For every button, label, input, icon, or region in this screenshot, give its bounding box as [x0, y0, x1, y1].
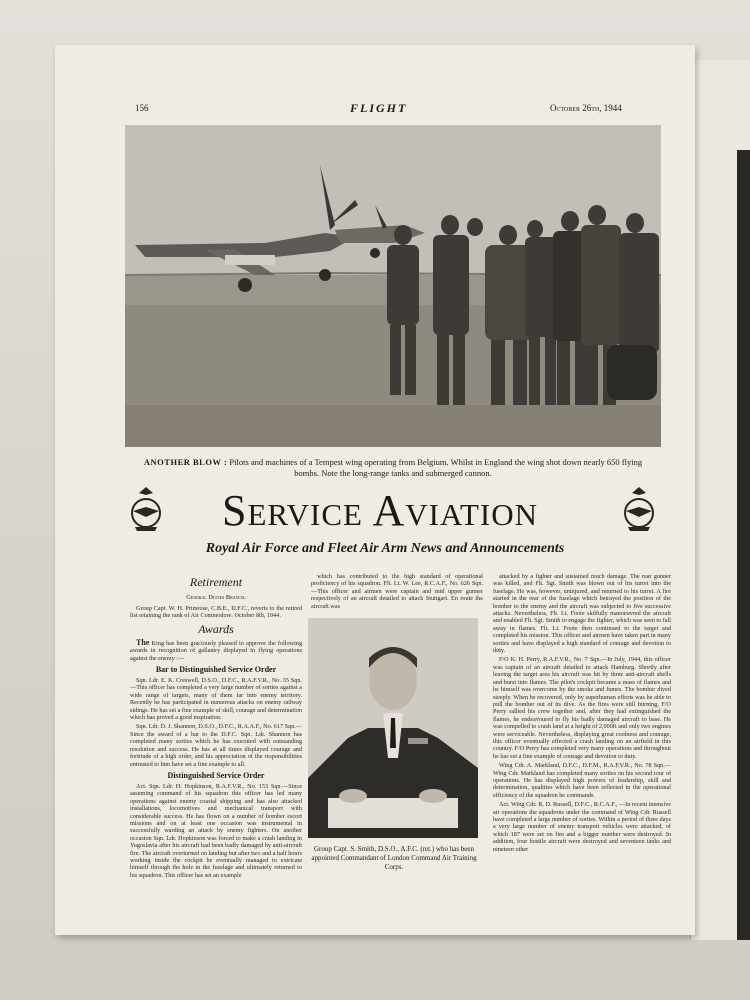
column-3-paragraph: Wing Cdr. A. Markland, D.F.C., D.F.M., R.A.F.V.R., No. 78 Sqn.—Wing Cdr. Markland has completed many sorties on his second tour of operations. He has displayed high powers of leadership, skill and determination, qualities which have been reflected in the operational efficiency of the squadron he commands. [493, 762, 671, 799]
column-1 [130, 573, 302, 913]
awards-heading: Awards [198, 621, 234, 636]
retirement-heading: Retirement [189, 575, 243, 589]
column-3-paragraph: F/O K. H. Perry, R.A.F.V.R., No. 7 Sqn.—In July, 1944, this officer was captain of an aircraft detailed to attack Hamburg. Shortly after leaving the target area his aircraft was hit by three anti-aircraft shells and burst into flames. The pilot's cockpit became a mass of flames and he himself was overcome by the smoke and fumes. The bomber dived steeply. When he recovered, only by superhuman efforts was he able to pull the bomber out of its dive. As the fires were still burning, F/O Perry rallied his crew together and, after they had extinguished the flames, he endeavoured to fly his badly damaged aircraft to base. He was compelled to crash land at a height of 2,000ft and only two engines were serviceable. Nevertheless, displaying great coolness and courage, this officer eventually effected a crash landing on an airfield in this country. F/O Perry has completed very many operations and throughout he has set a fine example of courage and devotion to duty. [493, 656, 671, 760]
retirement-branch: General Duties Branch. [186, 594, 246, 601]
dso-heading: Distinguished Service Order [167, 770, 265, 780]
page-number: 156 [135, 103, 149, 113]
photo-illustration [125, 125, 661, 447]
retirement-text: Group Capt. W. H. Primrose, C.B.E., D.F.C., reverts to the retired list retaining the rank of Air Commodore. October 8th, 1944. [130, 605, 302, 620]
raf-crest-icon [127, 485, 165, 533]
page-subtitle: Royal Air Force and Fleet Air Arm News and Announcements [205, 541, 565, 556]
photo-caption-lead: ANOTHER BLOW : [143, 457, 228, 467]
column-3 [493, 573, 671, 918]
column-3-paragraph: attacked by a fighter and sustained much damage. The rear gunner was killed, and Flt. Sgt. Smith was blown out of his turret into the fuselage. He was, however, uninjured, and returned to his turret. A fire started in the rear of the fuselage which betrayed the position of the bomber to the enemy and the aircraft was subjected to five successive attacks. Nevertheless, Flt. Lt. Foote skilfully manoeuvred the aircraft and enabled Flt. Sgt. Smith to engage the fighter, which was seen to fall away in flames. Flt. Lt. Foote then continued to the target and completed his mission. This officer and airmen have taken part in many sorties and have displayed a high standard of courage and devotion to duty. [493, 573, 671, 655]
awards-intro: King has been graciously pleased to approve the following awards in recognition of gallantry displayed in flying operations against the enemy :— [130, 639, 302, 662]
bar-dso-entry: Sqn. Ldr. D. J. Shannon, D.S.O., D.F.C., R.A.A.F., No. 617 Sqn.—Since the award of a bar to the D.F.C. Sqn. Ldr. Shannon has completed many sorties which he has executed with outstanding resolution and success. He has at all times displayed courage and fortitude of a high order, and his appreciation of the responsibilities entrusted to him have set a fine example to all. [130, 723, 302, 768]
portrait-caption: Group Capt. S. Smith, D.S.O., A.F.C. (ret.) who has been appointed Commandant of London Command Air Training Corps. [311, 845, 477, 871]
column-2-top [311, 573, 483, 613]
running-head [55, 101, 695, 117]
portrait-photo [308, 618, 478, 838]
bar-dso-heading: Bar to Distinguished Service Order [155, 665, 277, 675]
page-title: Service Aviation [222, 486, 538, 535]
magazine-title: FLIGHT [350, 101, 408, 115]
awards-intro-cap: The [136, 637, 150, 647]
magazine-page [55, 45, 695, 935]
issue-date: October 26th, 1944 [550, 103, 622, 113]
dso-entry: Act. Sqn. Ldr. H. Hopkinson, R.A.F.V.R., No. 153 Sqn.—Since assuming command of his squadron this officer has led many operations against enemy coastal shipping and has also attacked installations, locomotives and mechanical transport with considerable success. He has flown on a number of bomber escort missions and on at least one occasion was instrumental in successfully warding an attack by enemy fighters. On another occasion Sqn. Ldr. Hopkinson was forced to make a crash landing in Yugoslavia after his aircraft had been badly damaged by anti-aircraft fire. The aircraft overturned on landing but after two and a half hours working inside the cockpit he eventually managed to extricate himself through the hole in the fuselage and ultimately returned to his squadron. This officer has set an example [130, 782, 302, 879]
photo-caption-text: Pilots and machines of a Tempest wing operating from Belgium. Whilst in England the wing shot down nearly 650 flying bombs. Note the long-range tanks and submerged cannon. [229, 457, 643, 478]
photo-caption [133, 457, 653, 479]
adjacent-page-image-strip [737, 150, 750, 940]
column-3-paragraph: Act. Wing Cdr. R. D. Russell, D.F.C., R.C.A.F., —In recent intensive air operations the squadrons under the command of Wing Cdr. Russell have completed a large number of sorties. Within a period of three days a very large number of enemy transport vehicles were attacked, of which 187 were set on fire and a bigger number were destroyed. In addition, four hostile aircraft were destroyed and seventeen tanks and nineteen other [493, 801, 671, 853]
raf-crest-icon [620, 485, 658, 533]
bar-dso-entry: Sqn. Ldr. E. K. Creswell, D.S.O., D.F.C., R.A.F.V.R., No. 35 Sqn.—This officer has completed a very large number of sorties against a wide range of targets, many of them far into enemy territory. Recently he has participated in numerous attacks on enemy railway sidings. He has set a fine example of skill, courage and determination which has proved a good inspiration. [130, 677, 302, 722]
column-2-text: which has contributed to the high standard of operational proficiency of his squadron. Flt. Lt. W. Lee, R.C.A.F., No. 626 Sqn.—This officer and airmen were captain and mid upper gunner respectively of an aircraft detailed to attack Stuttgart. En route the aircraft was [311, 573, 483, 610]
tempest-wing-photo [125, 125, 661, 447]
adjacent-page [690, 60, 750, 940]
